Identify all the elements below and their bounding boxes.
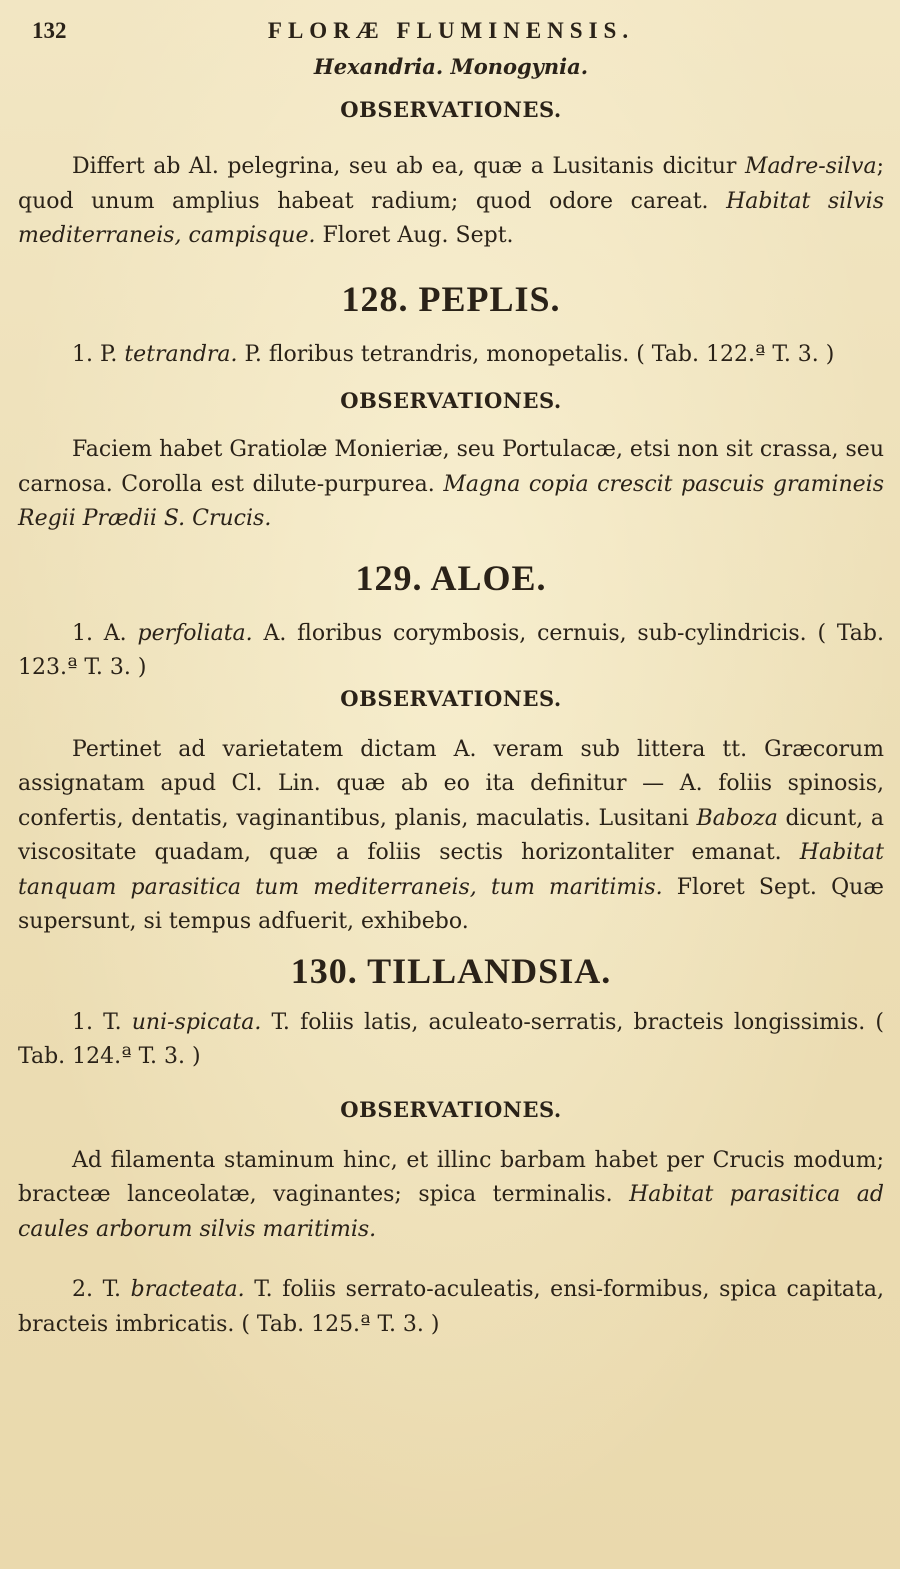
observation-peplis: Faciem habet Gratiolæ Monieriæ, seu Portulacæ, etsi non sit crassa, seu carnosa. Corolla est dilute-purpurea. Magna copia crescit pascuis gramineis Regii Prædii S. Crucis. xyxy=(18,437,884,531)
class-heading: Hexandria. Monogynia. xyxy=(313,54,589,79)
observationes-heading: OBSERVATIONES. xyxy=(340,388,562,413)
observation-tillandsia: Ad filamenta staminum hinc, et illinc barbam habet per Crucis modum; bracteæ lanceolatæ, vaginantes; spica terminalis. Habitat parasitica ad caules arborum silvis maritimis. xyxy=(18,1147,884,1242)
running-head xyxy=(18,14,884,48)
running-title: FLORÆ FLUMINENSIS. xyxy=(267,18,635,43)
intro-observation: Differt ab Al. pelegrina, seu ab ea, quæ a Lusitanis dicitur Madre-silva; quod unum amplius habeat radium; quod odore careat. Habitat silvis mediterraneis, campisque. Floret Aug. Sept. xyxy=(18,154,884,248)
observationes-heading: OBSERVATIONES. xyxy=(340,685,562,711)
species-entry-aloe-perfoliata: 1. A. perfoliata. A. floribus corymbosis, cernuis, sub-cylindricis. ( Tab. 123.ª T. 3. ) xyxy=(18,620,884,680)
page-number: 132 xyxy=(32,18,67,43)
observationes-heading: OBSERVATIONES. xyxy=(340,97,562,122)
species-entry-tillandsia-bracteata: 2. T. bracteata. T. foliis serrato-aculeatis, ensi-formibus, spica capitata, bracteis imbricatis. ( Tab. 125.ª T. 3. ) xyxy=(18,1277,884,1337)
genus-heading-tillandsia: 130. TILLANDSIA. xyxy=(290,950,612,991)
genus-heading-peplis: 128. PEPLIS. xyxy=(341,278,561,319)
observation-aloe: Pertinet ad varietatem dictam A. veram sub littera tt. Græcorum assignatam apud Cl. Lin. quæ ab eo ita definitur — A. foliis spinosis, confertis, dentatis, vaginantibus, planis, maculatis. Lusitani Baboza dicunt, a viscositate quadam, quæ a foliis sectis horizontaliter emanat. Habitat tanquam parasitica tum mediterraneis, tum maritimis. Floret Sept. Quæ supersunt, si tempus adfuerit, exhibebo. xyxy=(18,736,884,934)
observationes-heading: OBSERVATIONES. xyxy=(340,1096,562,1122)
species-entry-peplis-tetrandra: 1. P. tetrandra. P. floribus tetrandris, monopetalis. ( Tab. 122.ª T. 3. ) xyxy=(72,341,835,367)
genus-heading-aloe: 129. ALOE. xyxy=(355,557,547,598)
species-entry-tillandsia-uni-spicata: 1. T. uni-spicata. T. foliis latis, aculeato-serratis, bracteis longissimis. ( Tab. 124.ª T. 3. ) xyxy=(18,1009,884,1069)
